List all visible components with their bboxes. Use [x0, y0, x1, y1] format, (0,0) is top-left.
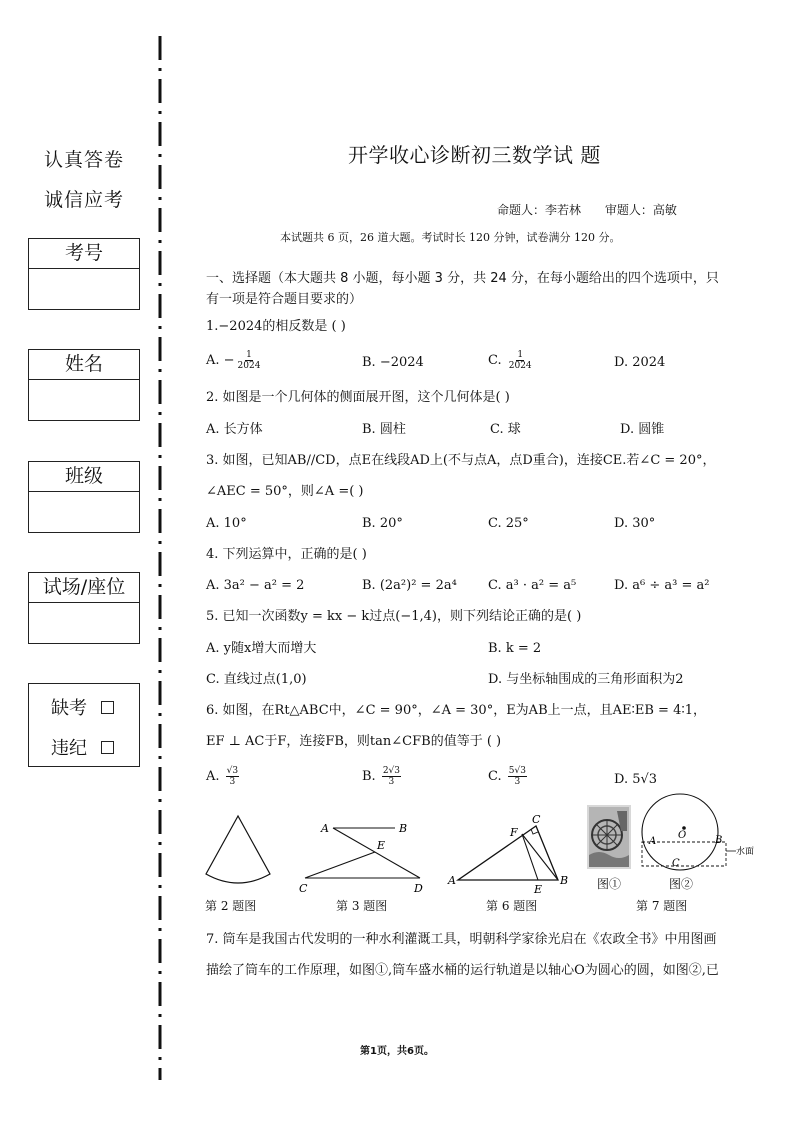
q1-option-d: D. 2024	[614, 355, 666, 370]
q1-c-den: 2024	[508, 361, 532, 371]
q5-stem: 5. 已知一次函数y = kx − k过点(−1,4)，则下列结论正确的是( )	[206, 609, 582, 624]
q6-stem-line2: EF ⊥ AC于F，连接FB，则tan∠CFB的值等于 ( )	[206, 734, 502, 749]
q4-stem: 4. 下列运算中，正确的是( )	[206, 547, 367, 562]
q2-stem: 2. 如图是一个几何体的侧面展开图，这个几何体是( )	[206, 390, 510, 405]
q2-option-c: C. 球	[490, 422, 521, 437]
fig6-label-f: F	[510, 826, 518, 839]
q6-c-den: 3	[514, 777, 521, 787]
q1-a-den: 2024	[237, 361, 261, 371]
absent-row	[51, 694, 114, 720]
q7-line2: 描绘了筒车的工作原理，如图①,筒车盛水桶的运行轨道是以轴心O为圆心的圆，如图②,已	[206, 963, 719, 978]
q6-c-num: 5√3	[508, 766, 526, 776]
q1-option-b: B. −2024	[362, 355, 424, 370]
name-blank[interactable]	[29, 380, 139, 420]
fig6-label-c: C	[532, 813, 541, 826]
q4-option-d: D. a⁶ ÷ a³ = a²	[614, 578, 710, 593]
authors-line	[497, 202, 677, 219]
q1-option-a	[206, 350, 263, 371]
slogan-integrity-exam: 诚信应考	[43, 189, 124, 211]
q6-b-prefix: B.	[362, 769, 380, 784]
caption-q3: 第 3 题图	[336, 899, 388, 913]
q2-option-d: D. 圆锥	[620, 422, 665, 437]
fig7-label-c: C	[672, 858, 680, 869]
q6-option-c	[488, 766, 529, 787]
caption-fig2: 图②	[669, 877, 694, 891]
class-label: 班级	[29, 462, 139, 492]
q5-option-b: B. k = 2	[488, 641, 542, 656]
q6-option-b	[362, 766, 403, 787]
q6-a-num: √3	[226, 766, 239, 776]
q1-c-num: 1	[517, 350, 524, 360]
q1-a-prefix: A. −	[206, 353, 235, 368]
seat-label: 试场/座位	[29, 573, 139, 603]
q3-option-d: D. 30°	[614, 516, 656, 531]
q4-option-c: C. a³ · a² = a⁵	[488, 578, 577, 593]
fig3-label-e: E	[377, 839, 386, 852]
q3-stem-line2: ∠AEC = 50°，则∠A =( )	[206, 484, 364, 499]
caption-fig1: 图①	[597, 877, 622, 891]
seat-box	[28, 572, 140, 644]
exam-number-box	[28, 238, 140, 310]
caption-q7: 第 7 题图	[636, 899, 688, 913]
fig3-label-c: C	[299, 882, 308, 895]
q6-a-den: 3	[229, 777, 236, 787]
q3-option-a: A. 10°	[206, 516, 247, 531]
q1-c-fraction	[508, 350, 533, 371]
q3-option-b: B. 20°	[362, 516, 403, 531]
q3-stem-line1: 3. 如图，已知AB//CD，点E在线段AD上(不与点A，点D重合)，连接CE.若∠C = 20°，	[206, 453, 716, 468]
caption-q2: 第 2 题图	[205, 899, 257, 913]
author-label: 命题人：李若林	[497, 203, 582, 217]
violation-row	[51, 734, 114, 760]
q5-option-c: C. 直线过点(1,0)	[206, 672, 307, 687]
name-label: 姓名	[29, 350, 139, 380]
fig-q6-triangle	[446, 812, 576, 898]
fig6-label-a: A	[448, 874, 456, 887]
q1-stem: 1.−2024的相反数是 ( )	[206, 319, 346, 334]
fig3-label-d: D	[414, 882, 423, 895]
caption-q6: 第 6 题图	[486, 899, 538, 913]
fig-q7-circle-diagram	[632, 792, 762, 882]
q6-a-fraction	[226, 766, 239, 787]
q6-b-num: 2√3	[382, 766, 401, 776]
q3-option-c: C. 25°	[488, 516, 529, 531]
section-heading-line2: 有一项是符合题目要求的）	[206, 292, 363, 307]
name-box	[28, 349, 140, 421]
fig6-label-e: E	[534, 883, 543, 896]
exam-meta: 本试题共 6 页，26 道大题。考试时长 120 分钟，试卷满分 120 分。	[280, 231, 621, 244]
fig7-label-o: O	[678, 830, 687, 841]
q4-option-a: A. 3a² − a² = 2	[206, 578, 305, 593]
fig-q2-sector	[200, 812, 276, 888]
q6-option-a	[206, 766, 241, 787]
q6-a-prefix: A.	[206, 769, 224, 784]
q1-a-fraction	[237, 350, 262, 371]
q2-option-a: A. 长方体	[206, 422, 263, 437]
status-checkbox-group	[28, 683, 140, 767]
q5-option-a: A. y随x增大而增大	[206, 641, 317, 656]
fig7-label-water: 水面	[736, 847, 755, 857]
exam-number-label: 考号	[29, 239, 139, 269]
q6-b-fraction	[382, 766, 401, 787]
q6-c-fraction	[508, 766, 527, 787]
fig7-label-a: A	[649, 836, 657, 847]
q1-option-c	[488, 350, 535, 371]
exam-number-blank[interactable]	[29, 269, 139, 309]
fig-q3-parallel	[295, 816, 430, 896]
fig7-label-b: B	[715, 835, 723, 846]
violation-checkbox[interactable]	[101, 741, 114, 754]
q6-stem-line1: 6. 如图，在Rt△ABC中，∠C = 90°，∠A = 30°，E为AB上一点，且AE∶EB = 4∶1，	[206, 703, 707, 718]
q2-option-b: B. 圆柱	[362, 422, 406, 437]
class-blank[interactable]	[29, 492, 139, 532]
q6-b-den: 3	[388, 777, 395, 787]
q5-option-d: D. 与坐标轴围成的三角形面积为2	[488, 672, 684, 687]
fig6-label-b: B	[560, 874, 569, 887]
q6-option-d: D. 5√3	[614, 772, 658, 787]
absent-label: 缺考	[51, 698, 87, 719]
q1-c-prefix: C.	[488, 353, 506, 368]
violation-label: 违纪	[51, 738, 87, 759]
seat-blank[interactable]	[29, 603, 139, 643]
fig3-label-b: B	[399, 822, 408, 835]
fig-q7-waterwheel-illustration	[587, 805, 631, 869]
absent-checkbox[interactable]	[101, 701, 114, 714]
class-box	[28, 461, 140, 533]
reviewer-label: 审题人：高敏	[604, 203, 677, 217]
page-footer: 第1页，共6页。	[360, 1046, 434, 1057]
section-heading-line1: 一、选择题（本大题共 8 小题，每小题 3 分，共 24 分，在每小题给出的四个选项中，只	[206, 271, 719, 286]
q7-line1: 7. 筒车是我国古代发明的一种水利灌溉工具，明朝科学家徐光启在《农政全书》中用图画	[206, 932, 717, 947]
slogan-honest-answer: 认真答卷	[43, 149, 124, 171]
fig3-label-a: A	[321, 822, 329, 835]
q4-option-b: B. (2a²)² = 2a⁴	[362, 578, 457, 593]
page-title: 开学收心诊断初三数学试 题	[348, 143, 601, 167]
q1-a-num: 1	[246, 350, 252, 360]
q6-c-prefix: C.	[488, 769, 506, 784]
